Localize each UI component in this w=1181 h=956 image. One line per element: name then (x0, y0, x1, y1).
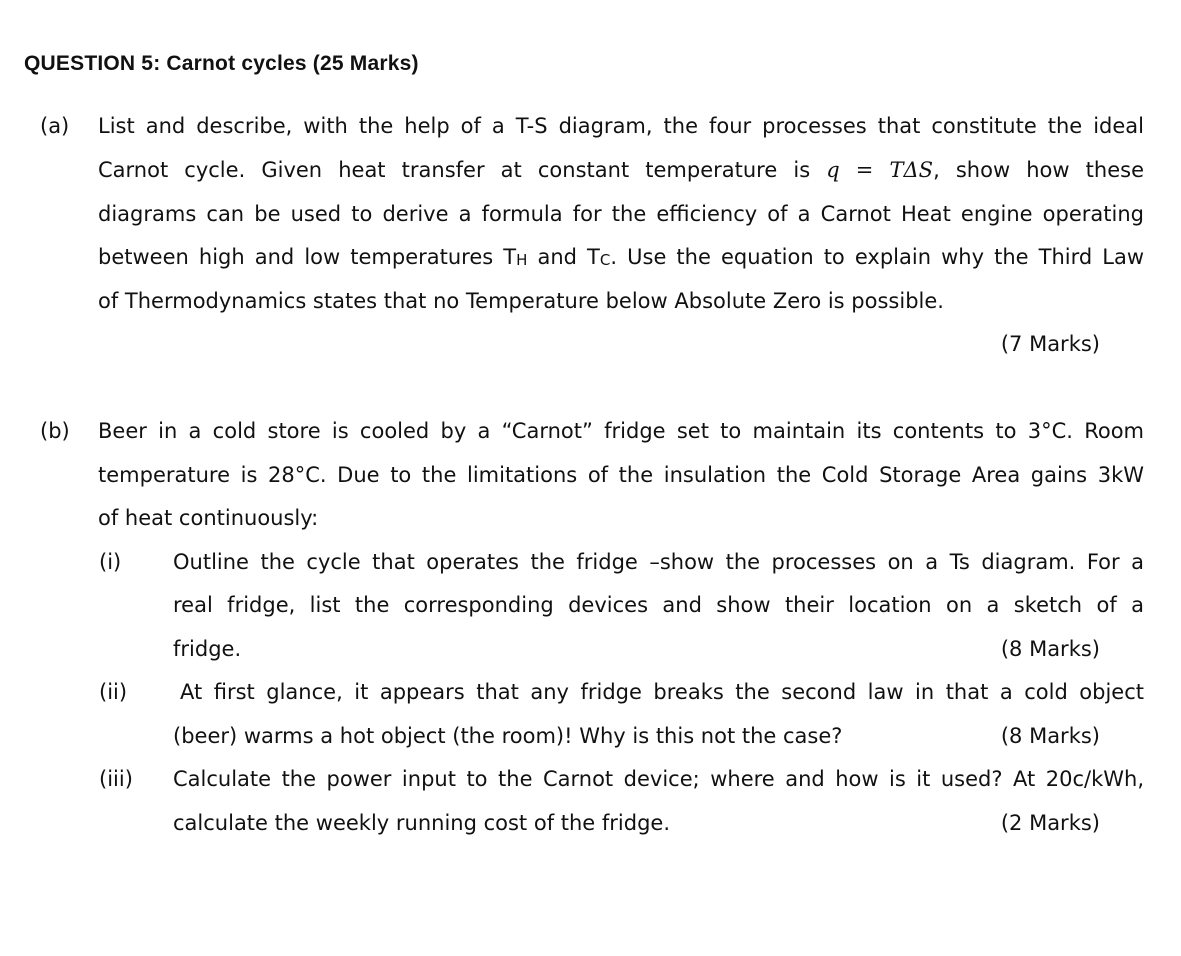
part-a-line-1: List and describe, with the help of a T-S diagram, the four processes that constitute the ideal (98, 114, 1144, 138)
part-a-line-2-post: , show how these (933, 158, 1144, 182)
sub-item-i-line-1: Outline the cycle that operates the fridge –show the processes on a Ts diagram. For a (173, 550, 1144, 574)
part-b-label: (b) (40, 419, 70, 443)
sub-item-iii-label: (iii) (99, 767, 133, 791)
part-a-line-2 (98, 156, 1144, 184)
subscript-h: H (516, 251, 528, 269)
part-a-line-4-mid: and T (527, 245, 600, 269)
sub-item-i-line-2: real fridge, list the corresponding devices and show their location on a sketch of a (173, 593, 1144, 617)
sub-item-ii-marks: (8 Marks) (1000, 724, 1100, 748)
sub-item-i-line-3: fridge. (173, 637, 242, 661)
sub-item-ii-line-1: At first glance, it appears that any fridge breaks the second law in that a cold object (180, 680, 1144, 704)
part-a-label: (a) (40, 114, 70, 138)
part-a-line-4 (98, 243, 1144, 274)
sub-item-ii-label: (ii) (99, 680, 128, 704)
part-b-line-3: of heat continuously: (98, 506, 319, 530)
heat-transfer-equation: q = TΔS (826, 158, 934, 182)
part-a-marks: (7 Marks) (1000, 332, 1100, 356)
subscript-c: C (599, 251, 611, 269)
question-title: QUESTION 5: Carnot cycles (25 Marks) (24, 52, 419, 75)
sub-item-ii-line-2: (beer) warms a hot object (the room)! Why is this not the case? (173, 724, 843, 748)
part-a-line-3: diagrams can be used to derive a formula for the efficiency of a Carnot Heat engine operating (98, 202, 1144, 226)
sub-item-iii-marks: (2 Marks) (1000, 811, 1100, 835)
part-a-line-2-pre: Carnot cycle. Given heat transfer at constant temperature is (98, 158, 827, 182)
sub-item-iii-line-1: Calculate the power input to the Carnot device; where and how is it used? At 20c/kWh, (173, 767, 1144, 791)
sub-item-i-label: (i) (99, 550, 122, 574)
sub-item-i-marks: (8 Marks) (1000, 637, 1100, 661)
sub-item-iii-line-2: calculate the weekly running cost of the fridge. (173, 811, 671, 835)
part-a-line-5: of Thermodynamics states that no Temperature below Absolute Zero is possible. (98, 289, 944, 313)
part-a-line-4-post: . Use the equation to explain why the Third Law (610, 245, 1145, 269)
part-a-line-4-pre: between high and low temperatures T (98, 245, 517, 269)
part-b-line-1: Beer in a cold store is cooled by a “Carnot” fridge set to maintain its contents to 3°C. Room (98, 419, 1144, 443)
part-b-line-2: temperature is 28°C. Due to the limitations of the insulation the Cold Storage Area gains 3kW (98, 463, 1144, 487)
